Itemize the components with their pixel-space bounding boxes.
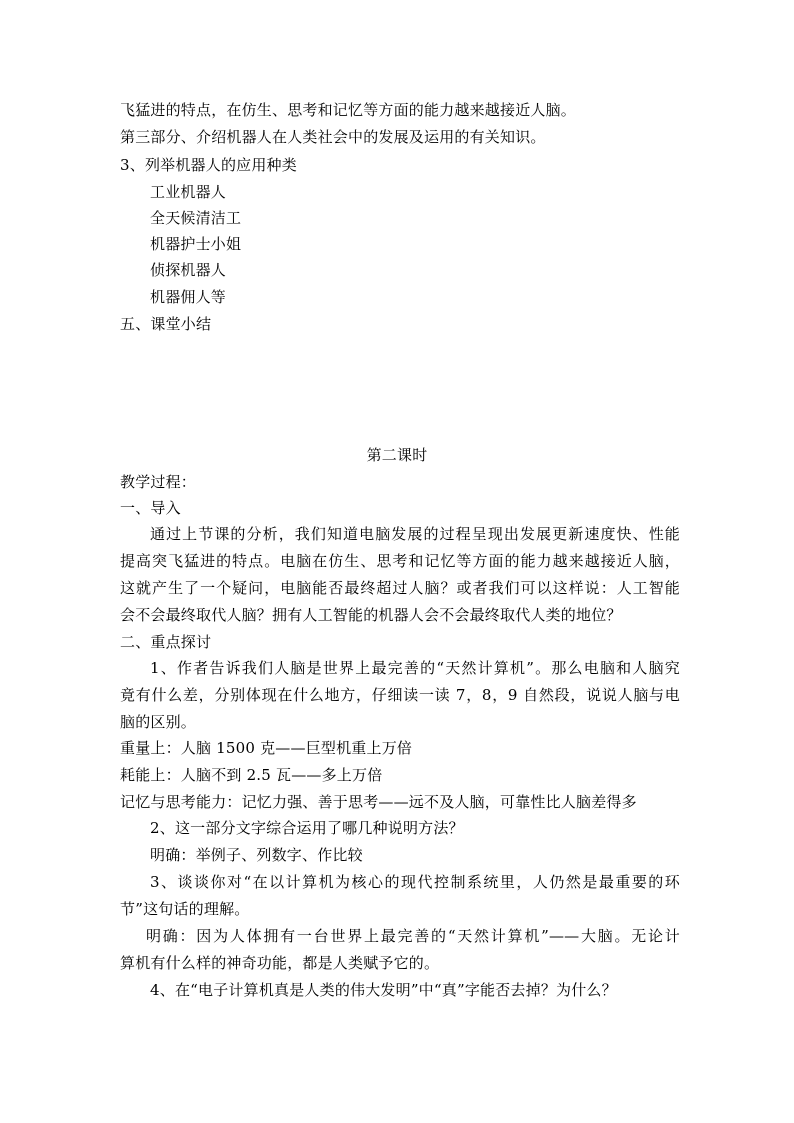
- question-1-line: 竟有什么差，分别体现在什么地方，仔细读一读 7，8，9 自然段，说说人脑与电: [120, 686, 680, 704]
- intro-paragraph-line: 这就产生了一个疑问，电脑能否最终超过人脑？或者我们可以这样说：人工智能: [120, 579, 680, 597]
- section-heading-robot-types: 3、列举机器人的应用种类: [120, 156, 297, 174]
- question-3-line: 3、谈谈你对“在以计算机为核心的现代控制系统里，人仍然是最重要的环: [150, 873, 680, 891]
- comparison-memory: 记忆与思考能力：记忆力强、善于思考——远不及人脑，可靠性比人脑差得多: [120, 793, 637, 811]
- answer-3-line: 算机有什么样的神奇功能，都是人类赋予它的。: [120, 954, 440, 972]
- teaching-process-label: 教学过程：: [120, 473, 197, 491]
- page-title: 第二课时: [366, 446, 428, 464]
- question-3-line: 节”这句话的理解。: [120, 900, 250, 918]
- list-item: 全天候清洁工: [150, 209, 242, 227]
- question-4: 4、在“电子计算机真是人类的伟大发明”中“真”字能否去掉？为什么？: [150, 981, 617, 999]
- part-three-summary: 第三部分、介绍机器人在人类社会中的发展及运用的有关知识。: [120, 128, 546, 146]
- comparison-energy: 耗能上：人脑不到 2.5 瓦——多上万倍: [120, 766, 383, 784]
- question-2: 2、这一部分文字综合运用了哪几种说明方法？: [150, 819, 464, 837]
- list-item: 机器佣人等: [150, 288, 227, 306]
- answer-3-line: 明确：因为人体拥有一台世界上最完善的“天然计算机”——大脑。无论计: [146, 927, 680, 945]
- list-item: 工业机器人: [150, 183, 227, 201]
- question-1-line: 1、作者告诉我们人脑是世界上最完善的“天然计算机”。那么电脑和人脑究: [150, 659, 680, 677]
- intro-paragraph-line: 通过上节课的分析，我们知道电脑发展的过程呈现出发展更新速度快、性能: [150, 525, 680, 543]
- section-heading-intro: 一、导入: [120, 499, 181, 517]
- intro-paragraph-line: 提高突飞猛进的特点。电脑在仿生、思考和记忆等方面的能力越来越接近人脑，: [120, 552, 680, 570]
- comparison-weight: 重量上：人脑 1500 克——巨型机重上万倍: [120, 739, 413, 757]
- paragraph-continuation: 飞猛进的特点，在仿生、思考和记忆等方面的能力越来越接近人脑。: [120, 101, 577, 119]
- intro-paragraph-line: 会不会最终取代人脑？拥有人工智能的机器人会不会最终取代人类的地位？: [120, 606, 622, 624]
- list-item: 机器护士小姐: [150, 235, 242, 253]
- section-heading-summary: 五、课堂小结: [120, 315, 212, 333]
- list-item: 侦探机器人: [150, 261, 227, 279]
- answer-2: 明确：举例子、列数字、作比较: [150, 846, 363, 864]
- section-heading-discussion: 二、重点探讨: [120, 633, 212, 651]
- question-1-line: 脑的区别。: [120, 713, 197, 731]
